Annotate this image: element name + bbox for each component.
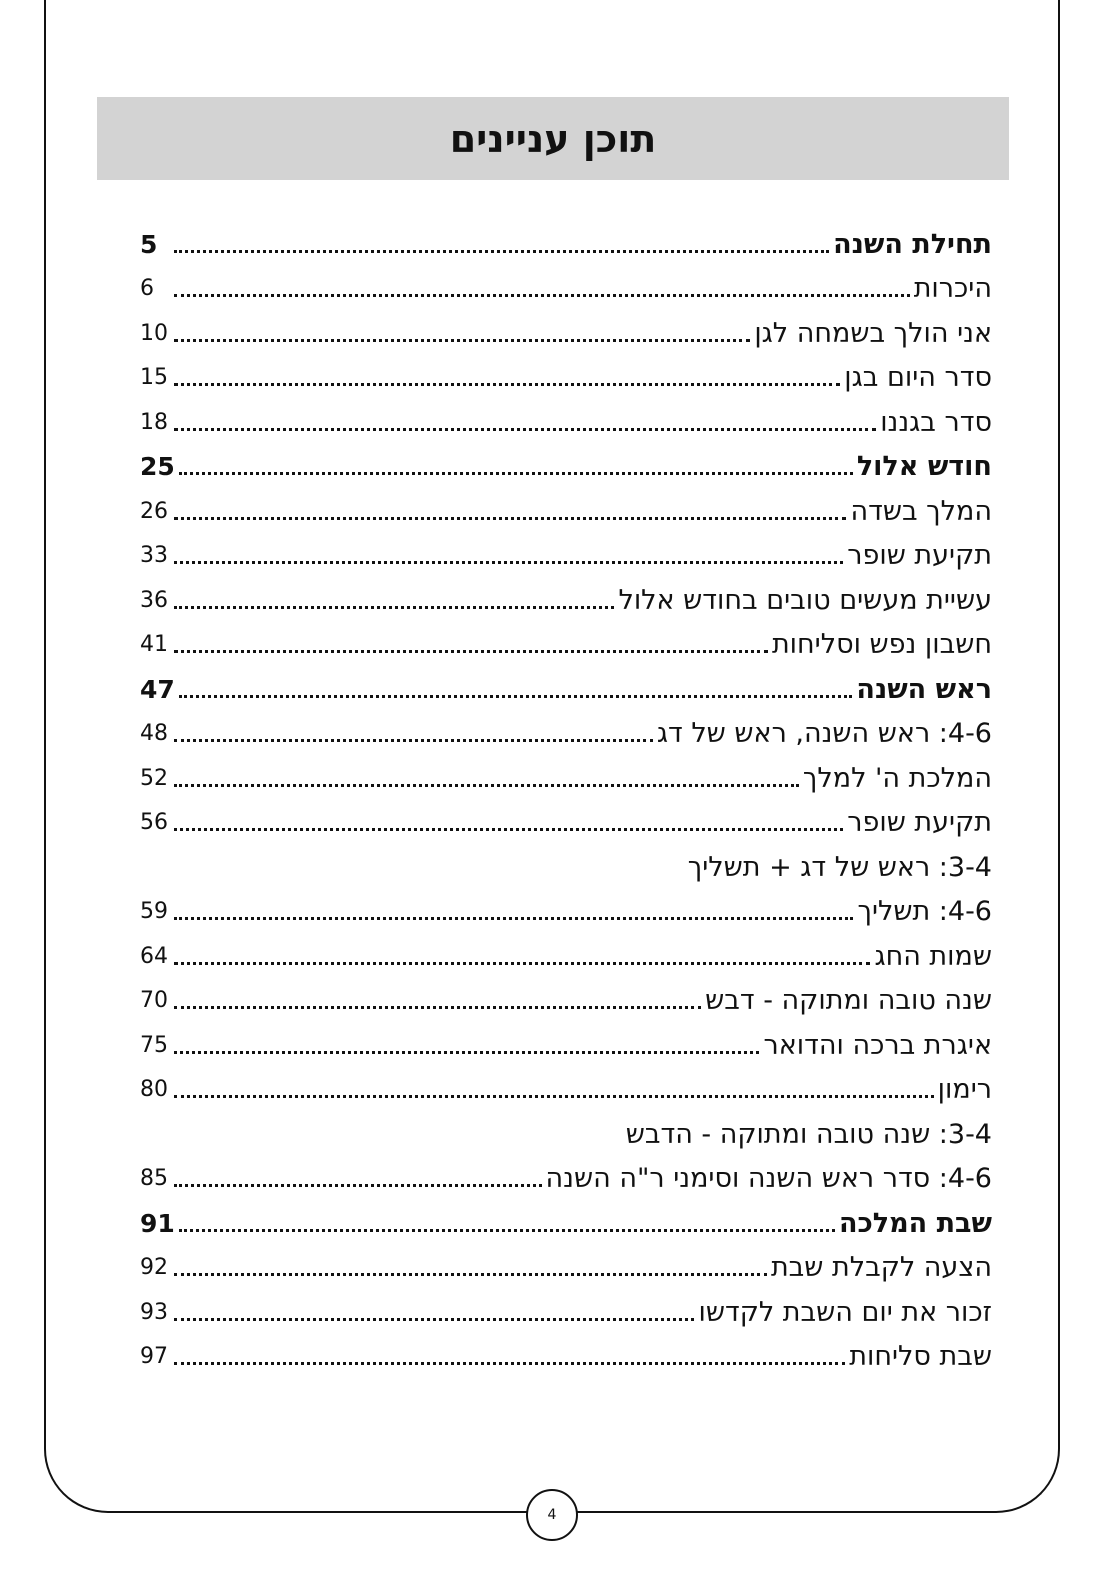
toc-entry-page: 48: [140, 721, 168, 746]
dot-leader: [174, 729, 653, 742]
toc-entry-title: שבת סליחות: [849, 1341, 992, 1372]
toc-entry-title: אני הולך בשמחה לגן: [754, 317, 992, 349]
toc-row[interactable]: [140, 1155, 992, 1200]
dot-leader: [174, 1041, 759, 1054]
toc-entry-page: 92: [140, 1255, 168, 1280]
toc-entry-title: סדר היום בגן: [844, 362, 992, 393]
toc-entry-title: תקיעת שופר: [847, 807, 992, 838]
toc-entry-title: רימון: [937, 1074, 992, 1105]
toc-row[interactable]: [140, 265, 992, 310]
toc-entry-page: 33: [140, 543, 168, 568]
toc-row[interactable]: [140, 398, 992, 443]
dot-leader: [179, 685, 853, 698]
toc-entry-title: 4-6: סדר ראש השנה וסימני ר"ה השנה: [545, 1163, 992, 1194]
toc-entry-title: סדר בגננו: [880, 406, 992, 438]
toc-row[interactable]: [140, 576, 992, 621]
toc-section-row[interactable]: [140, 220, 992, 265]
toc-entry-page: 6: [140, 276, 154, 301]
toc-entry-page: 41: [140, 632, 168, 657]
dot-leader: [174, 1174, 542, 1187]
toc-row[interactable]: [140, 843, 992, 888]
toc-entry-title: איגרת ברכה והדואר: [763, 1029, 992, 1061]
toc-row[interactable]: [140, 1244, 992, 1289]
dot-leader: [174, 1263, 767, 1276]
dot-leader: [179, 1219, 835, 1232]
dot-leader: [174, 1308, 694, 1321]
toc-entry-page: 91: [140, 1208, 175, 1238]
toc-row[interactable]: [140, 487, 992, 532]
dot-leader: [174, 551, 843, 564]
page-title: תוכן עניינים: [449, 116, 657, 161]
dot-leader: [179, 462, 853, 475]
toc-entry-title: שמות החג: [874, 940, 992, 972]
dot-leader: [174, 640, 768, 653]
toc-row[interactable]: [140, 754, 992, 799]
toc-entry-title: 4-6: ראש השנה, ראש של דג: [656, 718, 992, 749]
toc-entry-page: 52: [140, 765, 168, 791]
toc-row[interactable]: [140, 932, 992, 977]
dot-leader: [174, 1352, 845, 1365]
toc-entry-title: 4-6: תשליך: [857, 896, 992, 927]
dot-leader: [174, 240, 829, 253]
dot-leader: [174, 818, 843, 831]
toc-entry-title: הצעה לקבלת שבת: [770, 1252, 992, 1283]
toc-entry-title: המלך בשדה: [850, 495, 992, 527]
toc-entry-page: 97: [140, 1344, 168, 1369]
toc-entry-title: היכרות: [913, 273, 992, 304]
toc-entry-page: 47: [140, 674, 175, 704]
dot-leader: [174, 418, 876, 431]
toc-row[interactable]: [140, 621, 992, 666]
toc-entry-title: 3-4: שנה טובה ומתוקה - הדבש: [625, 1118, 992, 1150]
toc-section-row[interactable]: [140, 443, 992, 488]
toc-row[interactable]: [140, 888, 992, 933]
toc-entry-page: 85: [140, 1166, 168, 1191]
toc-entry-page: 59: [140, 899, 168, 924]
dot-leader: [174, 907, 853, 920]
toc-entry-page: 70: [140, 988, 168, 1013]
toc-row[interactable]: [140, 1066, 992, 1111]
dot-leader: [174, 329, 750, 342]
toc-row[interactable]: [140, 532, 992, 577]
toc-entry-page: 36: [140, 587, 168, 613]
page-number: 4: [526, 1489, 578, 1541]
toc-entry-title: עשיית מעשים טובים בחודש אלול: [618, 584, 992, 616]
toc-entry-title: חודש אלול: [856, 451, 992, 482]
toc-row[interactable]: [140, 1021, 992, 1066]
toc-entry-title: ראש השנה: [856, 673, 992, 705]
toc-entry-page: 80: [140, 1077, 168, 1102]
toc-section-row[interactable]: [140, 665, 992, 710]
toc-entry-title: חשבון נפש וסליחות: [771, 629, 992, 660]
dot-leader: [174, 596, 614, 609]
toc-row[interactable]: [140, 710, 992, 755]
dot-leader: [174, 774, 799, 787]
toc-entry-page: 26: [140, 498, 168, 524]
toc-entry-page: 64: [140, 943, 168, 969]
toc-row[interactable]: [140, 977, 992, 1022]
toc-entry-title: המלכת ה' למלך: [802, 762, 992, 794]
toc-entry-page: 5: [140, 229, 158, 259]
dot-leader: [174, 996, 701, 1009]
dot-leader: [174, 507, 846, 520]
dot-leader: [174, 373, 840, 386]
toc-row[interactable]: [140, 309, 992, 354]
toc-row[interactable]: [140, 1288, 992, 1333]
toc-row[interactable]: [140, 354, 992, 399]
toc-section-row[interactable]: [140, 1199, 992, 1244]
table-of-contents: [140, 220, 992, 1377]
toc-entry-title: זכור את יום השבת לקדשו: [698, 1296, 992, 1328]
toc-entry-title: תחילת השנה: [833, 228, 992, 260]
toc-entry-page: 93: [140, 1299, 168, 1325]
toc-entry-page: 18: [140, 409, 168, 435]
toc-entry-page: 10: [140, 320, 168, 346]
toc-row[interactable]: [140, 799, 992, 844]
toc-entry-page: 25: [140, 452, 175, 481]
toc-entry-title: 3-4: ראש של דג + תשליך: [687, 851, 992, 883]
toc-entry-title: שנה טובה ומתוקה - דבש: [705, 985, 992, 1016]
toc-entry-page: 15: [140, 365, 168, 390]
toc-row[interactable]: [140, 1333, 992, 1378]
toc-entry-page: 75: [140, 1032, 168, 1058]
dot-leader: [174, 952, 870, 965]
dot-leader: [174, 1085, 934, 1098]
header-band: [97, 97, 1009, 180]
toc-row[interactable]: [140, 1110, 992, 1155]
toc-entry-page: 56: [140, 810, 168, 835]
toc-entry-title: תקיעת שופר: [847, 540, 992, 571]
dot-leader: [174, 284, 910, 297]
toc-entry-title: שבת המלכה: [838, 1207, 992, 1239]
